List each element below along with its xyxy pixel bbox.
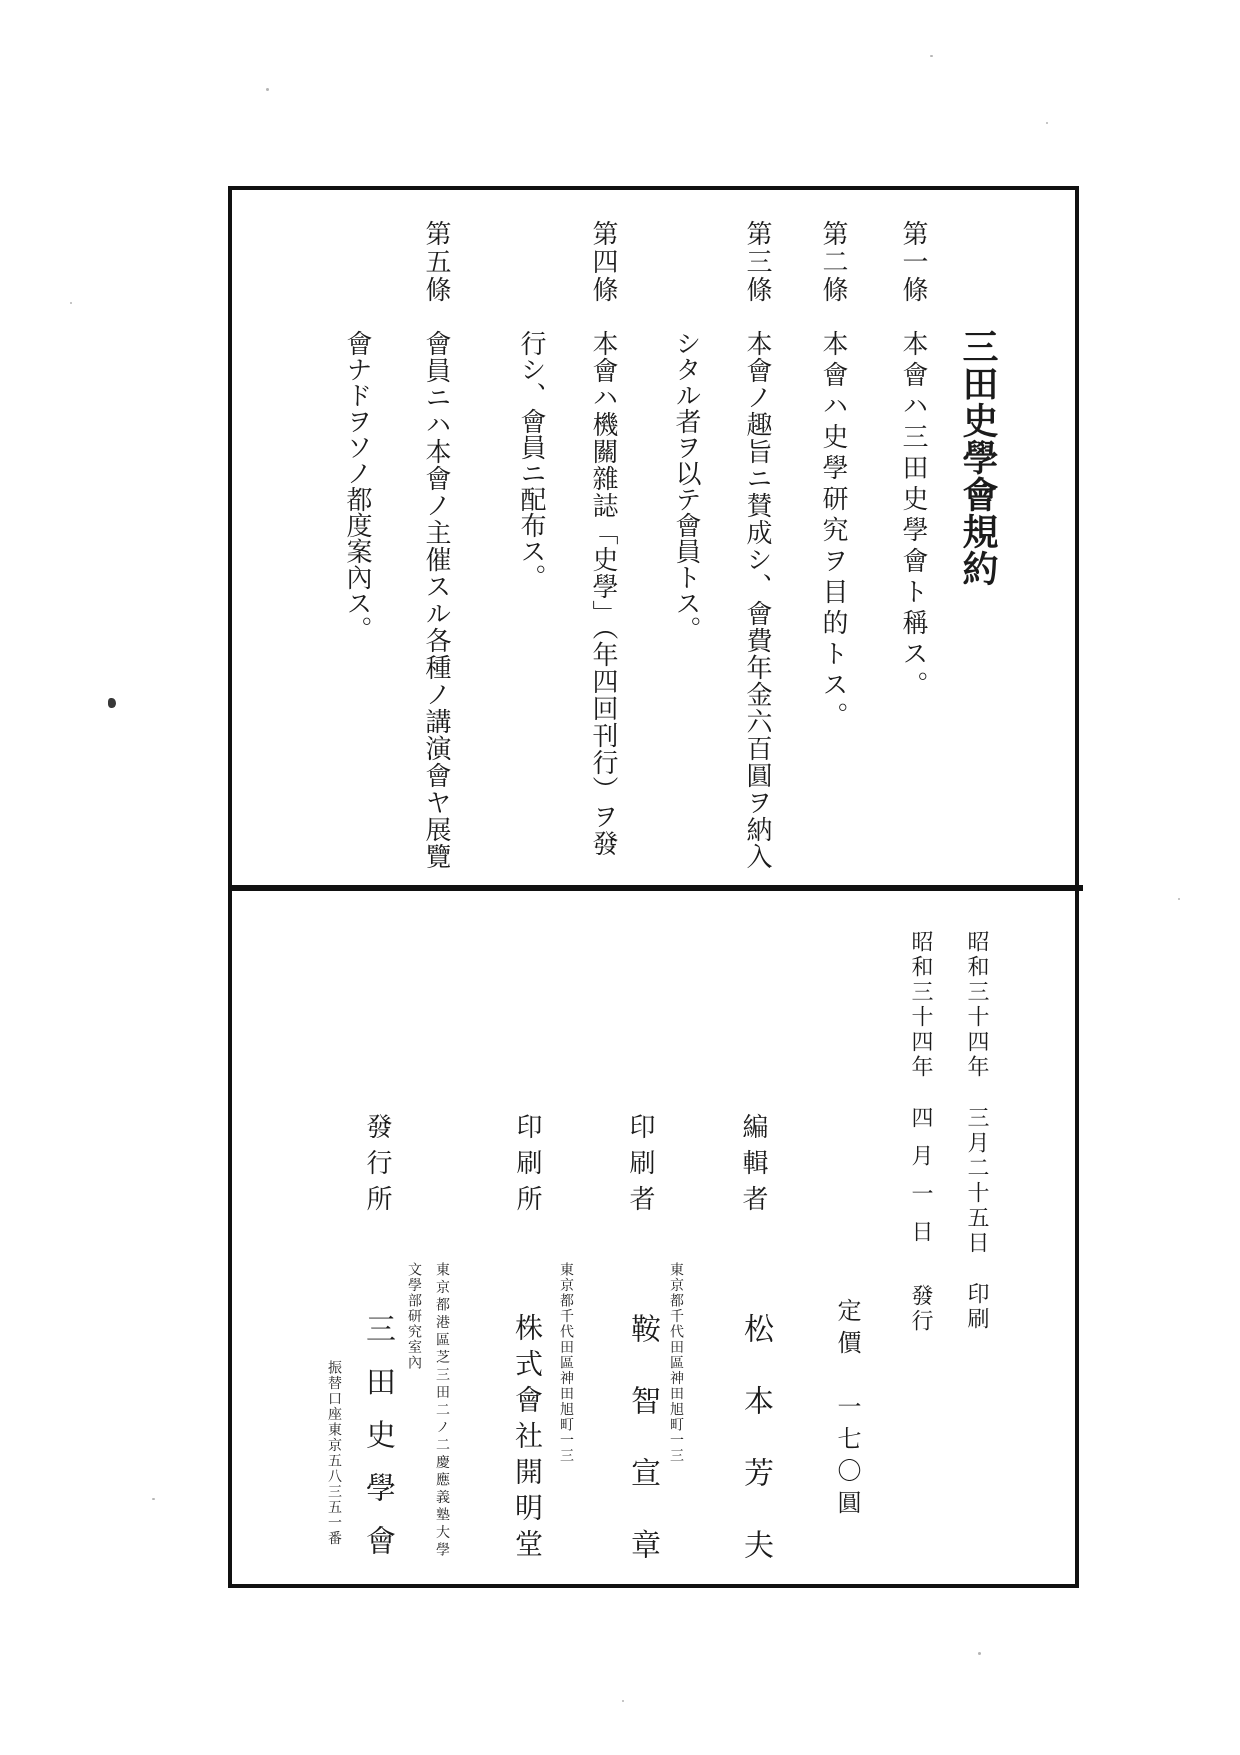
article-4-text-line-1: 本會ハ機關雜誌「史學」（年四回刊行）ヲ發	[589, 330, 618, 857]
article-3-number: 第三條	[743, 220, 772, 304]
ink-speck	[1046, 122, 1048, 124]
ink-speck	[1178, 898, 1180, 900]
article-1-text: 本會ハ三田史學會ト稱ス。	[899, 330, 928, 702]
printing-company-label: 印刷所	[513, 1113, 542, 1221]
ink-speck	[108, 698, 116, 708]
article-2-number: 第二條	[819, 220, 848, 304]
ink-speck	[266, 88, 269, 91]
print-date-column	[966, 930, 988, 1332]
ink-speck	[70, 302, 72, 304]
regulations-title: 三田史學會規約	[958, 328, 998, 587]
article-5-text-line-1: 會員ニハ本會ノ主催スル各種ノ講演會ヤ展覽	[422, 330, 451, 870]
article-1-number: 第一條	[899, 220, 928, 304]
article-3-text-line-1: 本會ノ趣旨ニ賛成シ、會費年金六百圓ヲ納入	[743, 330, 772, 870]
printing-company-address: 東京都千代田區神田旭町一三	[558, 1262, 573, 1464]
article-4-text-line-2: 行シ、會員ニ配布ス。	[517, 330, 546, 590]
section-divider-rule	[228, 885, 1083, 891]
ink-speck	[978, 1652, 981, 1655]
price-label: 定價 一七〇圓	[833, 1298, 859, 1522]
article-3-text-line-2: シタル者ヲ以テ會員トス。	[672, 330, 701, 642]
publisher-name: 三田史學會	[361, 1313, 394, 1578]
printer-person-address: 東京都千代田區神田旭町一三	[668, 1262, 683, 1464]
article-5-number: 第五條	[422, 220, 451, 304]
publisher-address-line-1: 東京都港區芝三田二ノ二慶應義塾大學	[434, 1262, 449, 1560]
ink-speck	[622, 1700, 624, 1702]
printer-person-label: 印刷者	[626, 1113, 655, 1221]
print-date-day: 三月二十五日	[965, 1106, 990, 1256]
article-5-text-line-2: 會ナドヲソノ都度案內ス。	[343, 330, 372, 642]
printing-company-name: 株式會社開明堂	[511, 1313, 542, 1565]
publisher-label: 發行所	[363, 1113, 392, 1221]
editor-label: 編輯者	[739, 1113, 768, 1221]
ink-speck	[152, 1498, 155, 1500]
publisher-address-line-2: 文學部研究室內	[406, 1262, 421, 1371]
printer-person-name: 鞍智宣章	[626, 1313, 659, 1601]
editor-name: 松本芳夫	[739, 1313, 772, 1601]
article-4-number: 第四條	[589, 220, 618, 304]
article-2-text: 本會ハ史學研究ヲ目的トス。	[819, 330, 848, 733]
issue-date-action: 發行	[909, 1284, 934, 1334]
print-date-year: 昭和三十四年	[965, 930, 990, 1080]
print-date-action: 印刷	[965, 1282, 990, 1332]
issue-date-column	[910, 930, 932, 1334]
issue-date-year: 昭和三十四年	[909, 930, 934, 1080]
issue-date-day: 四月一日	[909, 1106, 934, 1258]
ink-speck	[930, 55, 933, 57]
postal-account: 振替口座東京五八三五一番	[326, 1360, 341, 1546]
